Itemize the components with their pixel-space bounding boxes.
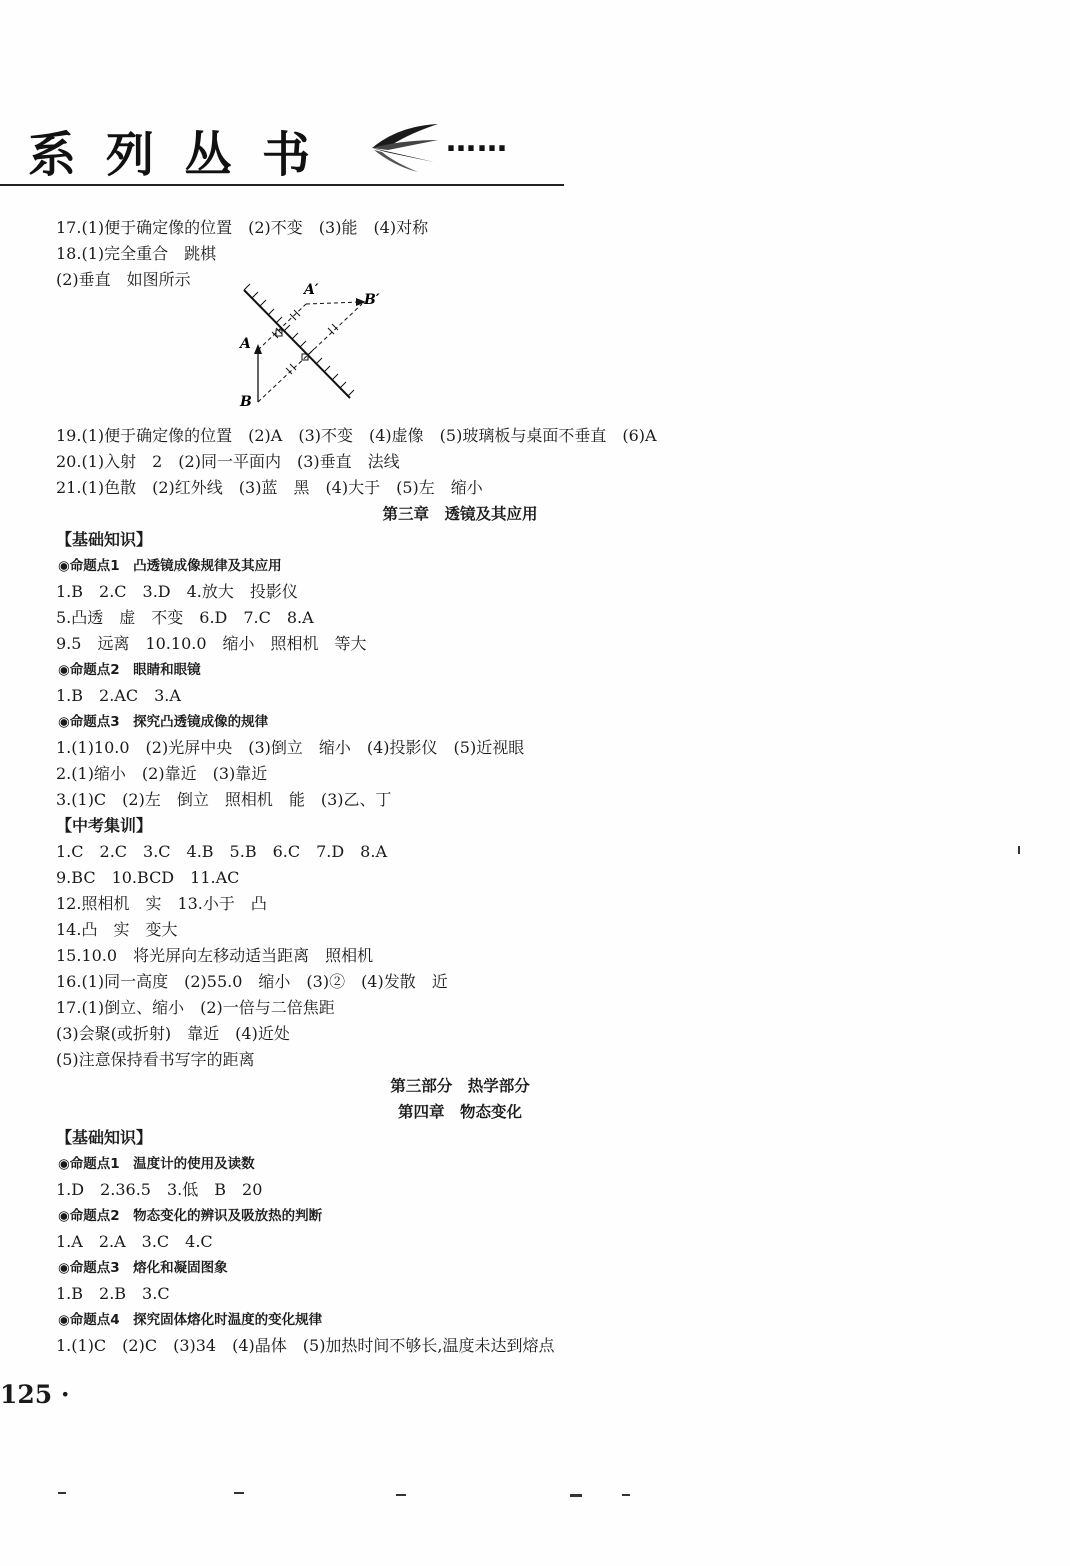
answer-line-18: 18.(1)完全重合 跳棋 <box>56 244 217 263</box>
label-a: A <box>240 336 251 352</box>
series-title: 系列丛书 <box>28 127 341 183</box>
scan-mark <box>622 1494 630 1496</box>
ch3-exam-line: (3)会聚(或折射) 靠近 (4)近处 <box>56 1024 290 1043</box>
chapter3-point2: ◉命题点2 眼睛和眼镜 <box>58 662 201 678</box>
chapter4-title: 第四章 物态变化 <box>397 1103 522 1121</box>
ch3-p3-line: 3.(1)C (2)左 倒立 照相机 能 (3)乙、丁 <box>56 790 392 809</box>
ch4-p2-line: 1.A 2.A 3.C 4.C <box>56 1232 213 1251</box>
chapter3-title: 第三章 透镜及其应用 <box>382 505 538 523</box>
ch3-p1-line: 9.5 远离 10.10.0 缩小 照相机 等大 <box>56 634 367 653</box>
answer-line-21: 21.(1)色散 (2)红外线 (3)蓝 黑 (4)大于 (5)左 缩小 <box>56 478 483 497</box>
chapter4-basic-heading: 【基础知识】 <box>56 1128 153 1147</box>
part3-title: 第三部分 热学部分 <box>390 1077 530 1095</box>
ch3-exam-line: (5)注意保持看书写字的距离 <box>56 1050 255 1069</box>
chapter3-point3: ◉命题点3 探究凸透镜成像的规律 <box>58 714 269 730</box>
scan-mark <box>1018 846 1020 854</box>
page-number: 125 · <box>0 1380 70 1409</box>
ch3-p2-line: 1.B 2.AC 3.A <box>56 686 181 705</box>
chapter3-point1: ◉命题点1 凸透镜成像规律及其应用 <box>58 558 282 574</box>
answer-line-17: 17.(1)便于确定像的位置 (2)不变 (3)能 (4)对称 <box>56 218 429 237</box>
scan-mark <box>234 1492 244 1494</box>
chapter3-exam-heading: 【中考集训】 <box>56 816 153 835</box>
ch3-exam-line: 14.凸 实 变大 <box>56 920 178 939</box>
chapter4-point1: ◉命题点1 温度计的使用及读数 <box>58 1156 255 1172</box>
answer-line-20: 20.(1)入射 2 (2)同一平面内 (3)垂直 法线 <box>56 452 400 471</box>
feather-decoration-icon <box>368 118 442 174</box>
chapter4-point3: ◉命题点3 熔化和凝固图象 <box>58 1260 228 1276</box>
scan-mark <box>58 1492 66 1494</box>
chapter4-point4: ◉命题点4 探究固体熔化时温度的变化规律 <box>58 1312 323 1328</box>
ch3-p3-line: 2.(1)缩小 (2)靠近 (3)靠近 <box>56 764 268 783</box>
ch3-exam-line: 16.(1)同一高度 (2)55.0 缩小 (3)② (4)发散 近 <box>56 972 448 991</box>
ch3-exam-line: 12.照相机 实 13.小于 凸 <box>56 894 267 913</box>
header-dots: …… <box>446 124 508 159</box>
ch3-exam-line: 9.BC 10.BCD 11.AC <box>56 868 240 887</box>
ch3-p1-line: 5.凸透 虚 不变 6.D 7.C 8.A <box>56 608 314 627</box>
ch4-p1-line: 1.D 2.36.5 3.低 B 20 <box>56 1180 263 1199</box>
ch4-p3-line: 1.B 2.B 3.C <box>56 1284 170 1303</box>
scan-mark <box>396 1494 406 1496</box>
label-b: B <box>240 394 252 410</box>
header-divider <box>0 184 564 186</box>
answer-line-19: 19.(1)便于确定像的位置 (2)A (3)不变 (4)虚像 (5)玻璃板与桌面不垂直 (6)A <box>56 426 657 445</box>
scan-mark <box>570 1494 582 1497</box>
ch3-exam-line: 17.(1)倒立、缩小 (2)一倍与二倍焦距 <box>56 998 335 1017</box>
ch3-exam-line: 1.C 2.C 3.C 4.B 5.B 6.C 7.D 8.A <box>56 842 387 861</box>
ch3-exam-line: 15.10.0 将光屏向左移动适当距离 照相机 <box>56 946 374 965</box>
chapter3-basic-heading: 【基础知识】 <box>56 530 153 549</box>
answer-line-18-2: (2)垂直 如图所示 <box>56 270 191 289</box>
label-b-prime: B′ <box>364 292 380 308</box>
ch4-p4-line: 1.(1)C (2)C (3)34 (4)晶体 (5)加热时间不够长,温度未达到熔点 <box>56 1336 555 1355</box>
chapter4-point2: ◉命题点2 物态变化的辨识及吸放热的判断 <box>58 1208 323 1224</box>
plane-mirror-diagram <box>232 278 392 412</box>
ch3-p3-line: 1.(1)10.0 (2)光屏中央 (3)倒立 缩小 (4)投影仪 (5)近视眼 <box>56 738 525 757</box>
ch3-p1-line: 1.B 2.C 3.D 4.放大 投影仪 <box>56 582 298 601</box>
label-a-prime: A′ <box>304 282 319 298</box>
